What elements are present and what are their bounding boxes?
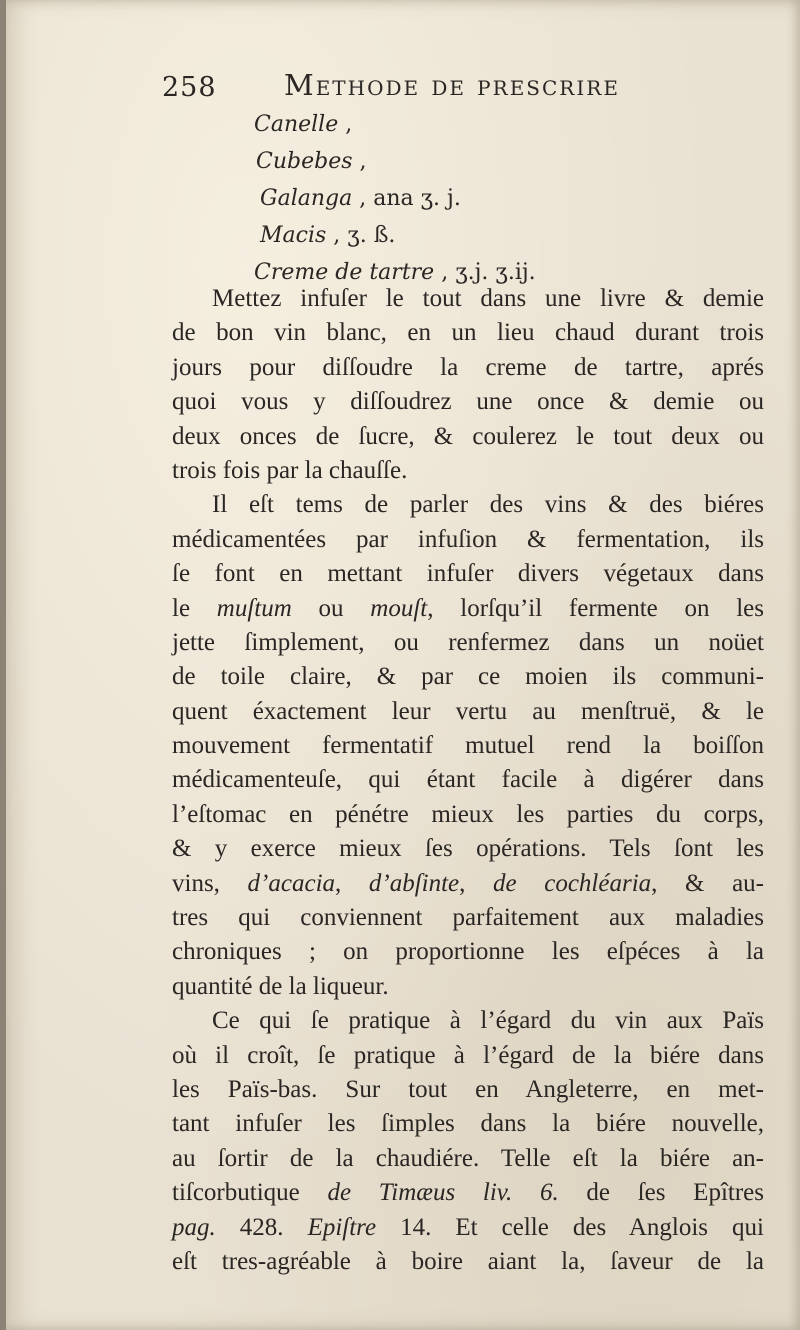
text-line: deux onces de ſucre, & coulerez le tout deux ou bbox=[172, 422, 764, 450]
text-line: de bon vin blanc, en un lieu chaud durant trois bbox=[172, 319, 764, 347]
text-line: tres qui conviennent parfaitement aux maladies bbox=[172, 904, 764, 932]
text-line: médicamentées par infuſion & fermentation, ils bbox=[172, 525, 764, 553]
text-run: 14. Et celle des Anglois qui bbox=[376, 1213, 765, 1241]
text-line: médicamenteuſe, qui étant facile à digérer dans bbox=[172, 766, 764, 794]
text-line: où il croît, ſe pratique à l’égard de la biére dans bbox=[172, 1041, 764, 1069]
recipe-item bbox=[254, 180, 694, 217]
text-line: mouvement fermentatif mutuel rend la boiſſon bbox=[172, 732, 764, 760]
ingredient-name: Cubebes bbox=[256, 149, 353, 174]
text-run: , & au- bbox=[651, 869, 765, 897]
text-line: Mettez infuſer le tout dans une livre & demie bbox=[212, 285, 764, 312]
text-run: , bbox=[459, 869, 494, 897]
text-run: , bbox=[335, 869, 369, 897]
page-number: 258 bbox=[162, 72, 217, 103]
text-line: trois fois par la chauſſe. bbox=[172, 456, 408, 484]
book-page bbox=[6, 0, 800, 1330]
ingredient-dose: , ʒ.j. ʒ.ij. bbox=[441, 260, 536, 285]
text-line: de toile claire, & par ce moien ils communi- bbox=[172, 663, 764, 691]
italic-term: pag. bbox=[172, 1213, 216, 1241]
text-run: ou bbox=[291, 594, 371, 622]
italic-term: d’acacia bbox=[247, 869, 336, 897]
recipe-list bbox=[254, 106, 694, 291]
italic-term: muſtum bbox=[216, 594, 292, 622]
text-line: & y exerce mieux ſes opérations. Tels ſont les bbox=[172, 835, 764, 863]
ingredient-dose: , ʒ. ß. bbox=[333, 223, 396, 248]
italic-term: Epiſtre bbox=[307, 1213, 377, 1241]
recipe-item bbox=[254, 143, 694, 180]
text-line: l’eſtomac en pénétre mieux les parties du corps, bbox=[172, 800, 764, 828]
ingredient-name: Macis bbox=[260, 223, 327, 248]
text-line bbox=[172, 1176, 764, 1210]
text-line bbox=[172, 867, 764, 901]
text-line: Il eſt tems de parler des vins & des biéres bbox=[212, 491, 764, 519]
page-header bbox=[162, 62, 682, 112]
ingredient-name: Canelle bbox=[254, 112, 339, 137]
ingredient-name: Galanga bbox=[260, 186, 353, 211]
text-run: de ſes Epîtres bbox=[558, 1179, 764, 1207]
italic-term: de cochléaria bbox=[493, 869, 652, 897]
text-run: 428. bbox=[215, 1213, 308, 1241]
text-line: jette ſimplement, ou renfermez dans un noüet bbox=[172, 628, 764, 656]
ingredient-dose: , bbox=[359, 149, 367, 174]
text-run: vins, bbox=[172, 869, 248, 897]
text-line: Ce qui ſe pratique à l’égard du vin aux Païs bbox=[212, 1007, 764, 1035]
italic-term: mouſt bbox=[370, 594, 428, 622]
italic-term: d’abſinte bbox=[368, 869, 460, 897]
text-line: tant infuſer les ſimples dans la biére nouvelle, bbox=[172, 1110, 764, 1138]
text-line: jours pour diſſoudre la creme de tartre, aprés bbox=[172, 353, 764, 381]
text-line: quantité de la liqueur. bbox=[172, 972, 389, 1000]
text-run: tiſcorbutique bbox=[172, 1179, 328, 1207]
text-run: , lorſqu’il fermente on les bbox=[427, 594, 765, 622]
text-line: ſe font en mettant infuſer divers végetaux dans bbox=[172, 560, 764, 588]
text-line: quoi vous y diſſoudrez une once & demie ou bbox=[172, 388, 764, 416]
text-line: quent éxactement leur vertu au menſtruë, & le bbox=[172, 697, 764, 725]
body-text bbox=[172, 282, 764, 1279]
ingredient-dose: , ana ʒ. j. bbox=[359, 186, 461, 211]
text-line: au ſortir de la chaudiére. Telle eſt la biére an- bbox=[172, 1144, 764, 1172]
text-line: les Païs-bas. Sur tout en Angleterre, en met- bbox=[172, 1075, 764, 1103]
text-line: eſt tres-agréable à boire aiant la, ſaveur de la bbox=[172, 1247, 764, 1275]
recipe-item bbox=[254, 217, 694, 254]
text-line: chroniques ; on proportionne les eſpéces à la bbox=[172, 938, 764, 966]
ingredient-name: Creme de tartre bbox=[254, 260, 435, 285]
italic-term: de Timæus liv. 6. bbox=[327, 1179, 559, 1207]
ingredient-dose: , bbox=[345, 112, 353, 137]
text-line bbox=[172, 592, 764, 626]
text-line bbox=[172, 1211, 764, 1245]
text-run: le bbox=[172, 594, 217, 622]
running-title: Methode de prescrire bbox=[284, 68, 620, 102]
recipe-item bbox=[254, 106, 694, 143]
